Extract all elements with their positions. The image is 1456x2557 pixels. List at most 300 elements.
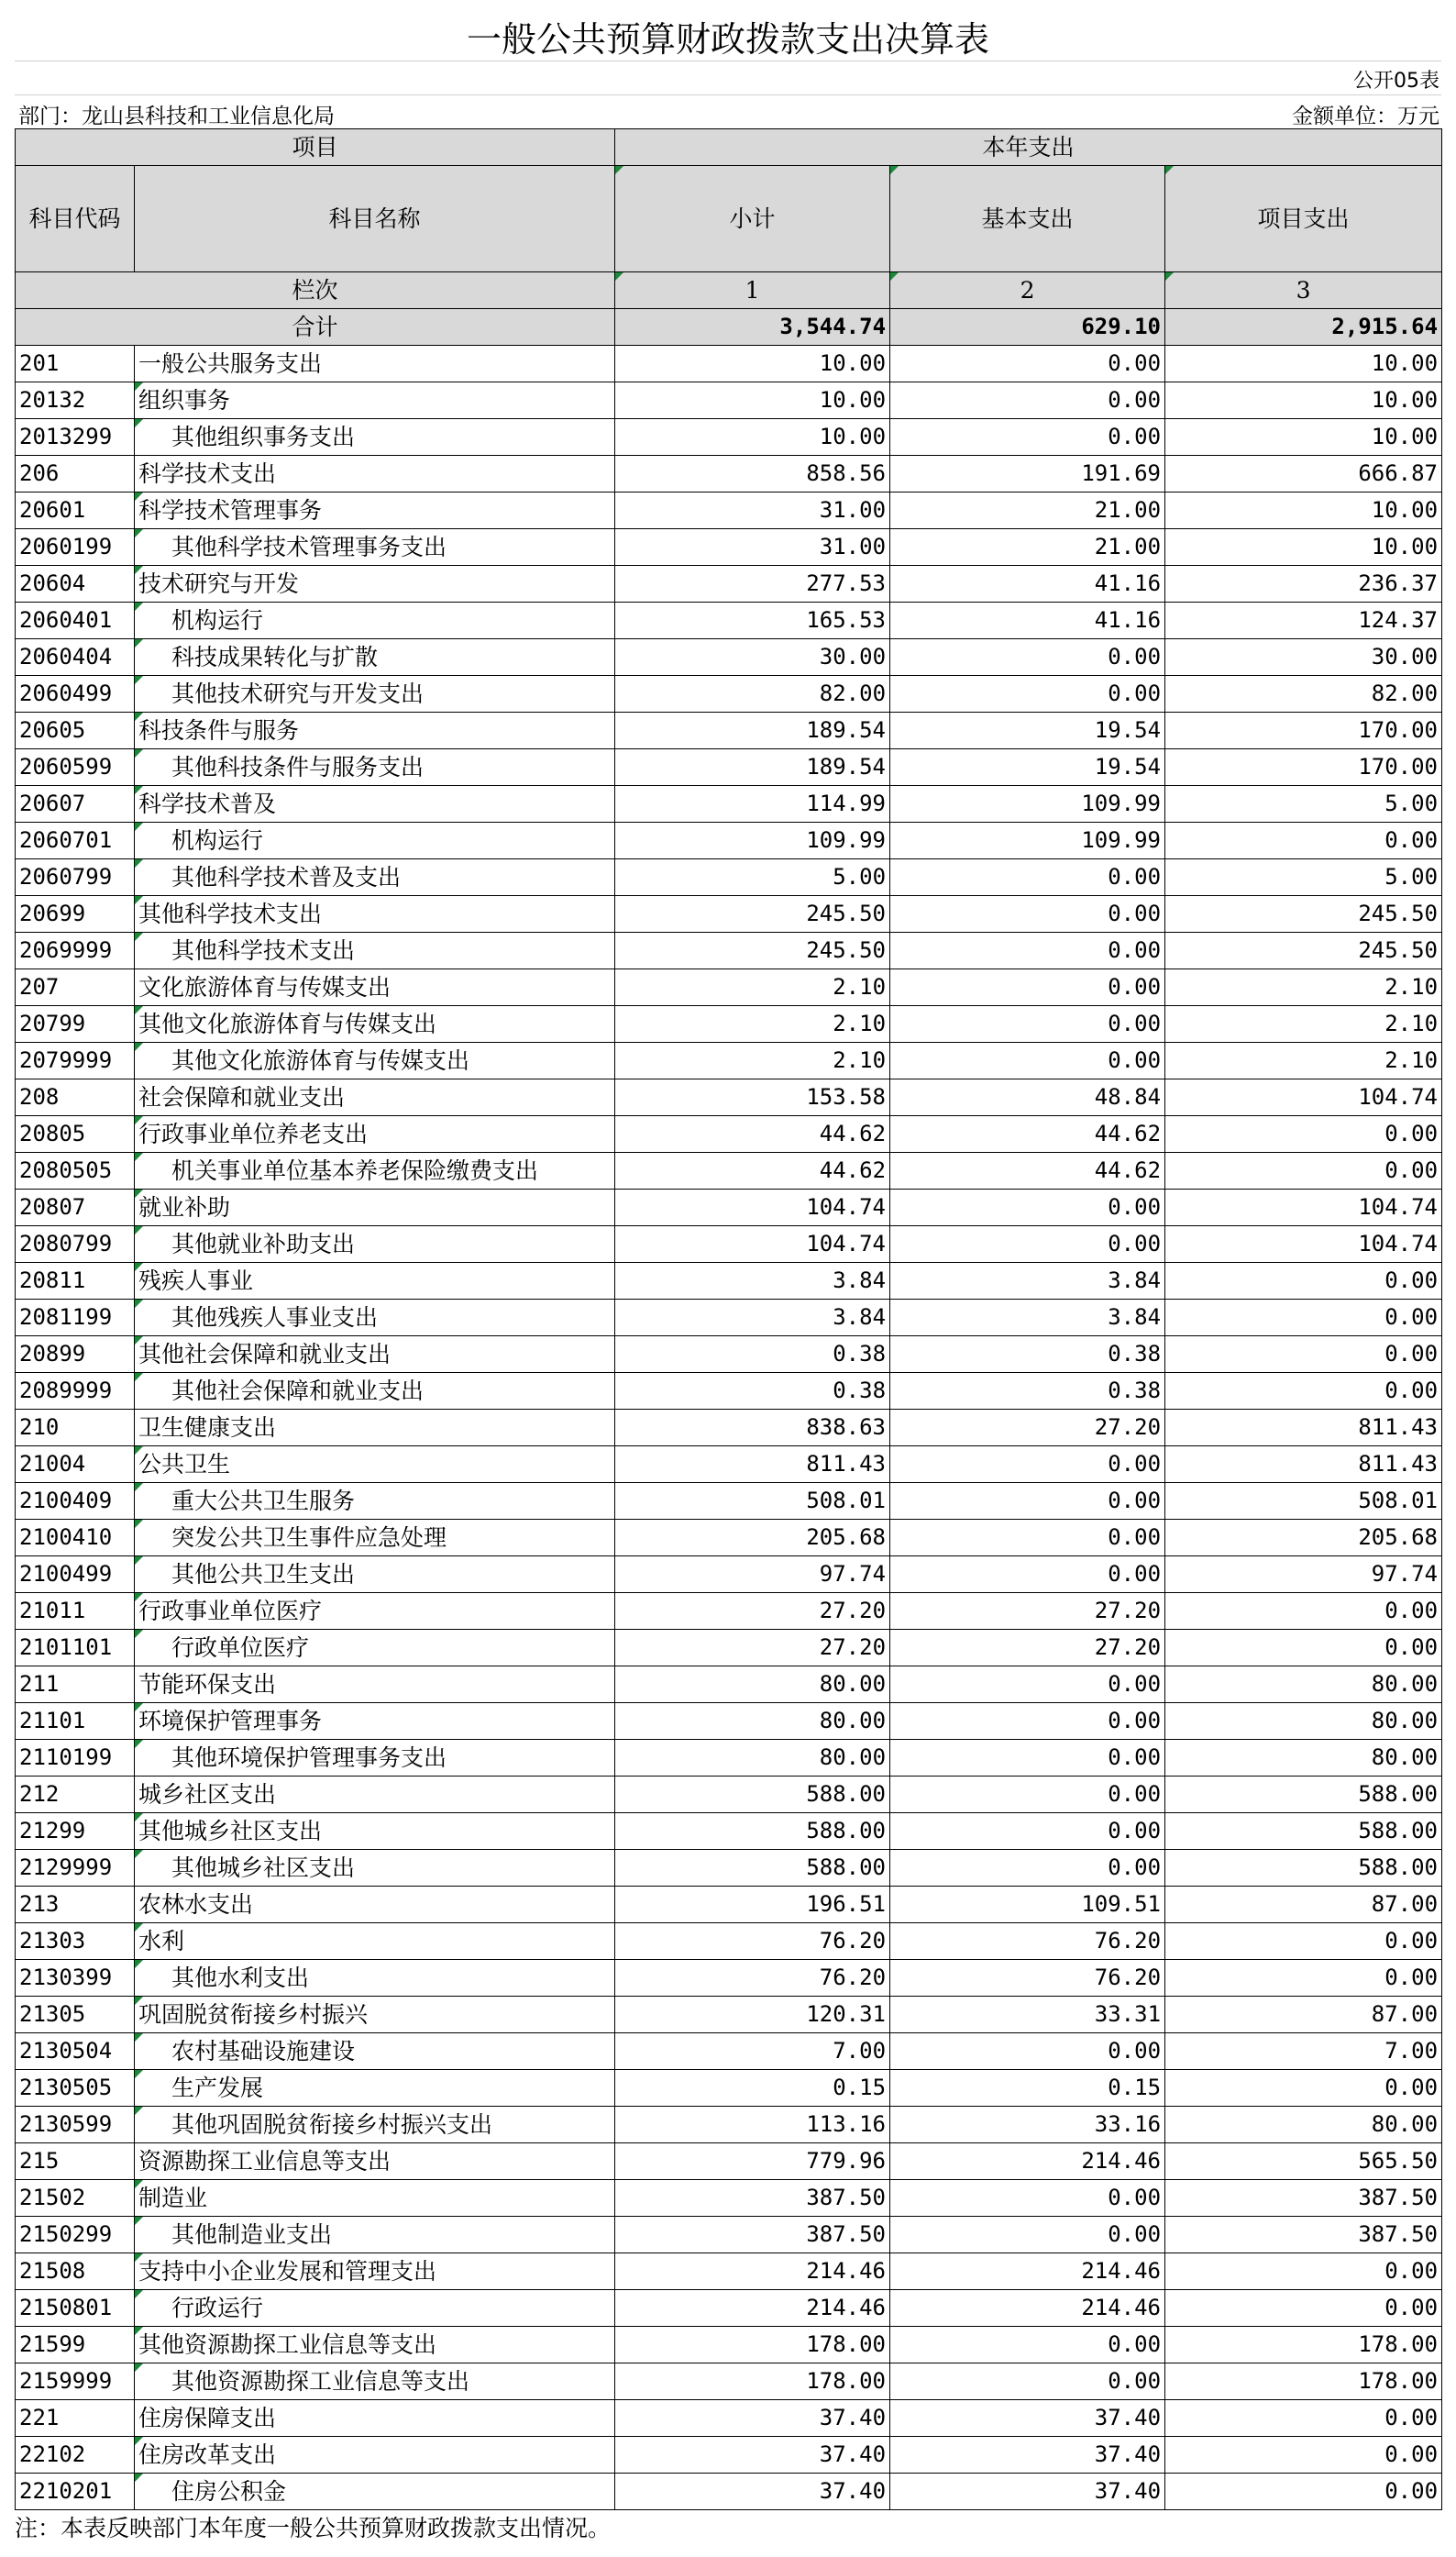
row-code: 2080505 bbox=[16, 1153, 135, 1190]
row-basic: 33.31 bbox=[890, 1997, 1165, 2033]
row-subtotal: 3.84 bbox=[615, 1263, 890, 1300]
row-project: 124.37 bbox=[1165, 603, 1442, 639]
row-subtotal: 5.00 bbox=[615, 859, 890, 896]
row-code: 2060799 bbox=[16, 859, 135, 896]
row-project: 245.50 bbox=[1165, 933, 1442, 969]
row-code: 207 bbox=[16, 969, 135, 1006]
row-code: 215 bbox=[16, 2143, 135, 2180]
col-index-1: 1 bbox=[615, 272, 890, 309]
table-row bbox=[16, 1887, 1442, 1923]
table-row bbox=[16, 419, 1442, 456]
row-code: 2130505 bbox=[16, 2070, 135, 2107]
table-row bbox=[16, 2107, 1442, 2143]
row-name: 住房保障支出 bbox=[135, 2400, 615, 2437]
row-name: 卫生健康支出 bbox=[135, 1410, 615, 1446]
row-code: 20604 bbox=[16, 566, 135, 603]
row-project: 236.37 bbox=[1165, 566, 1442, 603]
row-subtotal: 588.00 bbox=[615, 1850, 890, 1887]
table-row bbox=[16, 1043, 1442, 1079]
row-basic: 0.00 bbox=[890, 859, 1165, 896]
row-code: 2079999 bbox=[16, 1043, 135, 1079]
row-subtotal: 189.54 bbox=[615, 749, 890, 786]
row-name: 其他巩固脱贫衔接乡村振兴支出 bbox=[135, 2107, 615, 2143]
row-project: 0.00 bbox=[1165, 2070, 1442, 2107]
row-subtotal: 104.74 bbox=[615, 1190, 890, 1226]
table-row bbox=[16, 1850, 1442, 1887]
row-basic: 0.00 bbox=[890, 346, 1165, 382]
row-name: 其他资源勘探工业信息等支出 bbox=[135, 2363, 615, 2400]
row-subtotal: 387.50 bbox=[615, 2217, 890, 2253]
lanci-label: 栏次 bbox=[16, 272, 615, 309]
row-basic: 0.00 bbox=[890, 2180, 1165, 2217]
row-project: 387.50 bbox=[1165, 2217, 1442, 2253]
table-row bbox=[16, 346, 1442, 382]
table-row bbox=[16, 823, 1442, 859]
row-subtotal: 30.00 bbox=[615, 639, 890, 676]
row-name: 重大公共卫生服务 bbox=[135, 1483, 615, 1520]
row-project: 82.00 bbox=[1165, 676, 1442, 713]
row-project: 170.00 bbox=[1165, 713, 1442, 749]
row-code: 2150801 bbox=[16, 2290, 135, 2327]
row-code: 2130399 bbox=[16, 1960, 135, 1997]
row-subtotal: 27.20 bbox=[615, 1593, 890, 1630]
row-project: 80.00 bbox=[1165, 1703, 1442, 1740]
total-project: 2,915.64 bbox=[1165, 309, 1442, 346]
row-project: 10.00 bbox=[1165, 382, 1442, 419]
row-basic: 37.40 bbox=[890, 2437, 1165, 2474]
row-name: 残疾人事业 bbox=[135, 1263, 615, 1300]
row-name: 生产发展 bbox=[135, 2070, 615, 2107]
row-code: 20699 bbox=[16, 896, 135, 933]
row-name: 水利 bbox=[135, 1923, 615, 1960]
row-code: 2081199 bbox=[16, 1300, 135, 1336]
meta-row bbox=[15, 95, 1441, 128]
row-code: 2150299 bbox=[16, 2217, 135, 2253]
row-project: 5.00 bbox=[1165, 786, 1442, 823]
row-code: 2100499 bbox=[16, 1556, 135, 1593]
row-subtotal: 811.43 bbox=[615, 1446, 890, 1483]
row-project: 80.00 bbox=[1165, 1740, 1442, 1777]
row-project: 104.74 bbox=[1165, 1079, 1442, 1116]
row-subtotal: 245.50 bbox=[615, 896, 890, 933]
column-index-row bbox=[16, 272, 1442, 309]
col-index-2: 2 bbox=[890, 272, 1165, 309]
row-code: 20605 bbox=[16, 713, 135, 749]
header-project: 项目支出 bbox=[1165, 166, 1442, 272]
table-row bbox=[16, 1923, 1442, 1960]
row-name: 科学技术普及 bbox=[135, 786, 615, 823]
row-project: 245.50 bbox=[1165, 896, 1442, 933]
table-row bbox=[16, 456, 1442, 493]
row-basic: 0.00 bbox=[890, 1226, 1165, 1263]
col-index-3: 3 bbox=[1165, 272, 1442, 309]
row-name: 其他资源勘探工业信息等支出 bbox=[135, 2327, 615, 2363]
row-subtotal: 104.74 bbox=[615, 1226, 890, 1263]
header-this-year: 本年支出 bbox=[615, 129, 1442, 166]
row-project: 0.00 bbox=[1165, 1923, 1442, 1960]
row-basic: 0.00 bbox=[890, 382, 1165, 419]
table-row bbox=[16, 1960, 1442, 1997]
row-code: 210 bbox=[16, 1410, 135, 1446]
row-code: 211 bbox=[16, 1666, 135, 1703]
row-project: 170.00 bbox=[1165, 749, 1442, 786]
row-project: 565.50 bbox=[1165, 2143, 1442, 2180]
row-basic: 191.69 bbox=[890, 456, 1165, 493]
row-name: 其他城乡社区支出 bbox=[135, 1813, 615, 1850]
table-row bbox=[16, 1520, 1442, 1556]
row-name: 其他水利支出 bbox=[135, 1960, 615, 1997]
row-code: 20601 bbox=[16, 493, 135, 529]
row-basic: 0.00 bbox=[890, 1043, 1165, 1079]
row-name: 其他制造业支出 bbox=[135, 2217, 615, 2253]
table-row bbox=[16, 1226, 1442, 1263]
row-code: 21299 bbox=[16, 1813, 135, 1850]
table-row bbox=[16, 1593, 1442, 1630]
row-code: 2159999 bbox=[16, 2363, 135, 2400]
total-basic: 629.10 bbox=[890, 309, 1165, 346]
row-code: 20805 bbox=[16, 1116, 135, 1153]
row-project: 588.00 bbox=[1165, 1850, 1442, 1887]
row-subtotal: 178.00 bbox=[615, 2363, 890, 2400]
row-name: 其他文化旅游体育与传媒支出 bbox=[135, 1043, 615, 1079]
row-name: 其他技术研究与开发支出 bbox=[135, 676, 615, 713]
row-subtotal: 10.00 bbox=[615, 419, 890, 456]
row-code: 21502 bbox=[16, 2180, 135, 2217]
row-name: 科学技术支出 bbox=[135, 456, 615, 493]
row-subtotal: 858.56 bbox=[615, 456, 890, 493]
row-subtotal: 205.68 bbox=[615, 1520, 890, 1556]
table-row bbox=[16, 1483, 1442, 1520]
row-project: 0.00 bbox=[1165, 1116, 1442, 1153]
row-project: 80.00 bbox=[1165, 2107, 1442, 2143]
table-title: 一般公共预算财政拨款支出决算表 bbox=[466, 19, 989, 60]
row-basic: 76.20 bbox=[890, 1923, 1165, 1960]
row-subtotal: 165.53 bbox=[615, 603, 890, 639]
row-name: 其他公共卫生支出 bbox=[135, 1556, 615, 1593]
row-subtotal: 214.46 bbox=[615, 2290, 890, 2327]
row-code: 21011 bbox=[16, 1593, 135, 1630]
row-name: 环境保护管理事务 bbox=[135, 1703, 615, 1740]
row-name: 行政事业单位医疗 bbox=[135, 1593, 615, 1630]
row-name: 其他科学技术支出 bbox=[135, 933, 615, 969]
row-name: 其他科学技术管理事务支出 bbox=[135, 529, 615, 566]
row-name: 组织事务 bbox=[135, 382, 615, 419]
row-name: 巩固脱贫衔接乡村振兴 bbox=[135, 1997, 615, 2033]
row-project: 666.87 bbox=[1165, 456, 1442, 493]
table-row bbox=[16, 2290, 1442, 2327]
table-row bbox=[16, 1666, 1442, 1703]
row-name: 节能环保支出 bbox=[135, 1666, 615, 1703]
form-number-row bbox=[15, 61, 1441, 95]
row-basic: 0.38 bbox=[890, 1373, 1165, 1410]
row-code: 2060599 bbox=[16, 749, 135, 786]
row-subtotal: 588.00 bbox=[615, 1777, 890, 1813]
row-subtotal: 120.31 bbox=[615, 1997, 890, 2033]
row-name: 住房公积金 bbox=[135, 2474, 615, 2510]
table-row bbox=[16, 1556, 1442, 1593]
row-project: 0.00 bbox=[1165, 2437, 1442, 2474]
header-row-1 bbox=[16, 129, 1442, 166]
row-subtotal: 37.40 bbox=[615, 2437, 890, 2474]
row-subtotal: 0.38 bbox=[615, 1373, 890, 1410]
header-basic: 基本支出 bbox=[890, 166, 1165, 272]
row-code: 20807 bbox=[16, 1190, 135, 1226]
row-code: 2013299 bbox=[16, 419, 135, 456]
row-code: 2210201 bbox=[16, 2474, 135, 2510]
row-subtotal: 10.00 bbox=[615, 346, 890, 382]
table-row bbox=[16, 1006, 1442, 1043]
row-project: 0.00 bbox=[1165, 1593, 1442, 1630]
row-project: 387.50 bbox=[1165, 2180, 1442, 2217]
table-row bbox=[16, 493, 1442, 529]
row-basic: 109.99 bbox=[890, 786, 1165, 823]
row-project: 0.00 bbox=[1165, 1630, 1442, 1666]
row-basic: 44.62 bbox=[890, 1116, 1165, 1153]
row-basic: 41.16 bbox=[890, 603, 1165, 639]
spreadsheet-sheet bbox=[15, 0, 1441, 2547]
row-subtotal: 37.40 bbox=[615, 2400, 890, 2437]
row-name: 城乡社区支出 bbox=[135, 1777, 615, 1813]
row-basic: 214.46 bbox=[890, 2290, 1165, 2327]
row-code: 21508 bbox=[16, 2253, 135, 2290]
table-row bbox=[16, 1740, 1442, 1777]
row-subtotal: 7.00 bbox=[615, 2033, 890, 2070]
row-project: 97.74 bbox=[1165, 1556, 1442, 1593]
row-subtotal: 588.00 bbox=[615, 1813, 890, 1850]
table-row bbox=[16, 1116, 1442, 1153]
row-project: 87.00 bbox=[1165, 1997, 1442, 2033]
row-basic: 44.62 bbox=[890, 1153, 1165, 1190]
row-basic: 37.40 bbox=[890, 2400, 1165, 2437]
row-basic: 0.00 bbox=[890, 2217, 1165, 2253]
row-name: 支持中小企业发展和管理支出 bbox=[135, 2253, 615, 2290]
total-label: 合计 bbox=[16, 309, 615, 346]
table-row bbox=[16, 1373, 1442, 1410]
row-project: 0.00 bbox=[1165, 1960, 1442, 1997]
row-subtotal: 44.62 bbox=[615, 1153, 890, 1190]
row-name: 科学技术管理事务 bbox=[135, 493, 615, 529]
row-name: 其他残疾人事业支出 bbox=[135, 1300, 615, 1336]
table-row bbox=[16, 969, 1442, 1006]
row-name: 其他科学技术支出 bbox=[135, 896, 615, 933]
row-basic: 109.51 bbox=[890, 1887, 1165, 1923]
row-project: 0.00 bbox=[1165, 1373, 1442, 1410]
table-row bbox=[16, 382, 1442, 419]
header-subtotal: 小计 bbox=[615, 166, 890, 272]
row-name: 突发公共卫生事件应急处理 bbox=[135, 1520, 615, 1556]
row-code: 2060401 bbox=[16, 603, 135, 639]
row-subtotal: 779.96 bbox=[615, 2143, 890, 2180]
row-name: 其他科技条件与服务支出 bbox=[135, 749, 615, 786]
row-basic: 19.54 bbox=[890, 749, 1165, 786]
row-basic: 0.00 bbox=[890, 1777, 1165, 1813]
row-subtotal: 387.50 bbox=[615, 2180, 890, 2217]
table-row bbox=[16, 2474, 1442, 2510]
row-subtotal: 114.99 bbox=[615, 786, 890, 823]
unit-label: 金额单位：万元 bbox=[1292, 105, 1439, 128]
table-row bbox=[16, 2363, 1442, 2400]
row-code: 2110199 bbox=[16, 1740, 135, 1777]
row-basic: 0.15 bbox=[890, 2070, 1165, 2107]
row-code: 2130504 bbox=[16, 2033, 135, 2070]
row-project: 0.00 bbox=[1165, 2253, 1442, 2290]
row-code: 206 bbox=[16, 456, 135, 493]
header-item: 项目 bbox=[16, 129, 615, 166]
row-project: 178.00 bbox=[1165, 2327, 1442, 2363]
header-row-2 bbox=[16, 166, 1442, 272]
row-project: 0.00 bbox=[1165, 1336, 1442, 1373]
row-basic: 37.40 bbox=[890, 2474, 1165, 2510]
row-name: 机构运行 bbox=[135, 823, 615, 859]
row-code: 21004 bbox=[16, 1446, 135, 1483]
row-code: 21101 bbox=[16, 1703, 135, 1740]
row-code: 20799 bbox=[16, 1006, 135, 1043]
row-code: 2060199 bbox=[16, 529, 135, 566]
table-row bbox=[16, 603, 1442, 639]
row-name: 农林水支出 bbox=[135, 1887, 615, 1923]
table-row bbox=[16, 1153, 1442, 1190]
row-name: 行政运行 bbox=[135, 2290, 615, 2327]
row-subtotal: 2.10 bbox=[615, 969, 890, 1006]
row-name: 公共卫生 bbox=[135, 1446, 615, 1483]
table-row bbox=[16, 676, 1442, 713]
row-subtotal: 37.40 bbox=[615, 2474, 890, 2510]
row-project: 508.01 bbox=[1165, 1483, 1442, 1520]
row-code: 22102 bbox=[16, 2437, 135, 2474]
row-project: 10.00 bbox=[1165, 346, 1442, 382]
row-code: 208 bbox=[16, 1079, 135, 1116]
row-project: 104.74 bbox=[1165, 1226, 1442, 1263]
row-basic: 0.00 bbox=[890, 1006, 1165, 1043]
row-project: 0.00 bbox=[1165, 1300, 1442, 1336]
row-name: 文化旅游体育与传媒支出 bbox=[135, 969, 615, 1006]
row-subtotal: 31.00 bbox=[615, 529, 890, 566]
row-name: 科技成果转化与扩散 bbox=[135, 639, 615, 676]
row-subtotal: 82.00 bbox=[615, 676, 890, 713]
table-row bbox=[16, 566, 1442, 603]
row-subtotal: 0.15 bbox=[615, 2070, 890, 2107]
row-basic: 214.46 bbox=[890, 2253, 1165, 2290]
table-row bbox=[16, 2437, 1442, 2474]
table-row bbox=[16, 859, 1442, 896]
row-basic: 0.00 bbox=[890, 1556, 1165, 1593]
row-basic: 0.00 bbox=[890, 2033, 1165, 2070]
row-project: 588.00 bbox=[1165, 1813, 1442, 1850]
row-name: 其他就业补助支出 bbox=[135, 1226, 615, 1263]
row-code: 2069999 bbox=[16, 933, 135, 969]
row-project: 811.43 bbox=[1165, 1410, 1442, 1446]
row-basic: 0.00 bbox=[890, 933, 1165, 969]
row-project: 2.10 bbox=[1165, 1006, 1442, 1043]
table-row bbox=[16, 786, 1442, 823]
row-project: 87.00 bbox=[1165, 1887, 1442, 1923]
row-project: 0.00 bbox=[1165, 2400, 1442, 2437]
row-basic: 0.00 bbox=[890, 969, 1165, 1006]
row-basic: 0.00 bbox=[890, 1666, 1165, 1703]
table-row bbox=[16, 1263, 1442, 1300]
table-row bbox=[16, 2180, 1442, 2217]
row-subtotal: 245.50 bbox=[615, 933, 890, 969]
row-subtotal: 80.00 bbox=[615, 1740, 890, 1777]
row-code: 20811 bbox=[16, 1263, 135, 1300]
row-project: 588.00 bbox=[1165, 1777, 1442, 1813]
row-basic: 109.99 bbox=[890, 823, 1165, 859]
table-row bbox=[16, 2217, 1442, 2253]
table-row bbox=[16, 1410, 1442, 1446]
table-row bbox=[16, 1190, 1442, 1226]
row-project: 0.00 bbox=[1165, 2290, 1442, 2327]
table-row bbox=[16, 713, 1442, 749]
row-project: 2.10 bbox=[1165, 1043, 1442, 1079]
row-code: 21305 bbox=[16, 1997, 135, 2033]
row-code: 212 bbox=[16, 1777, 135, 1813]
total-row bbox=[16, 309, 1442, 346]
row-subtotal: 214.46 bbox=[615, 2253, 890, 2290]
row-subtotal: 178.00 bbox=[615, 2327, 890, 2363]
table-row bbox=[16, 2327, 1442, 2363]
row-project: 7.00 bbox=[1165, 2033, 1442, 2070]
row-basic: 21.00 bbox=[890, 529, 1165, 566]
row-code: 21303 bbox=[16, 1923, 135, 1960]
row-subtotal: 76.20 bbox=[615, 1960, 890, 1997]
row-subtotal: 2.10 bbox=[615, 1043, 890, 1079]
row-basic: 3.84 bbox=[890, 1300, 1165, 1336]
row-subtotal: 838.63 bbox=[615, 1410, 890, 1446]
header-code: 科目代码 bbox=[16, 166, 135, 272]
table-row bbox=[16, 1300, 1442, 1336]
row-name: 科技条件与服务 bbox=[135, 713, 615, 749]
row-name: 其他社会保障和就业支出 bbox=[135, 1336, 615, 1373]
row-name: 其他城乡社区支出 bbox=[135, 1850, 615, 1887]
row-subtotal: 44.62 bbox=[615, 1116, 890, 1153]
row-basic: 214.46 bbox=[890, 2143, 1165, 2180]
row-code: 21599 bbox=[16, 2327, 135, 2363]
row-subtotal: 153.58 bbox=[615, 1079, 890, 1116]
row-basic: 33.16 bbox=[890, 2107, 1165, 2143]
table-row bbox=[16, 529, 1442, 566]
row-project: 0.00 bbox=[1165, 1263, 1442, 1300]
row-code: 2129999 bbox=[16, 1850, 135, 1887]
row-basic: 0.00 bbox=[890, 1740, 1165, 1777]
row-basic: 19.54 bbox=[890, 713, 1165, 749]
table-row bbox=[16, 1336, 1442, 1373]
row-basic: 0.00 bbox=[890, 1483, 1165, 1520]
table-row bbox=[16, 1079, 1442, 1116]
row-subtotal: 113.16 bbox=[615, 2107, 890, 2143]
table-row bbox=[16, 933, 1442, 969]
row-basic: 21.00 bbox=[890, 493, 1165, 529]
row-project: 205.68 bbox=[1165, 1520, 1442, 1556]
table-row bbox=[16, 2033, 1442, 2070]
row-name: 行政单位医疗 bbox=[135, 1630, 615, 1666]
footnote: 注：本表反映部门本年度一般公共预算财政拨款支出情况。 bbox=[15, 2515, 612, 2541]
row-code: 201 bbox=[16, 346, 135, 382]
row-subtotal: 109.99 bbox=[615, 823, 890, 859]
row-basic: 0.00 bbox=[890, 1813, 1165, 1850]
row-basic: 76.20 bbox=[890, 1960, 1165, 1997]
row-basic: 48.84 bbox=[890, 1079, 1165, 1116]
table-row bbox=[16, 2070, 1442, 2107]
row-subtotal: 2.10 bbox=[615, 1006, 890, 1043]
row-name: 农村基础设施建设 bbox=[135, 2033, 615, 2070]
row-code: 2060404 bbox=[16, 639, 135, 676]
row-name: 技术研究与开发 bbox=[135, 566, 615, 603]
row-name: 行政事业单位养老支出 bbox=[135, 1116, 615, 1153]
row-name: 机构运行 bbox=[135, 603, 615, 639]
row-basic: 0.00 bbox=[890, 1520, 1165, 1556]
table-row bbox=[16, 749, 1442, 786]
table-row bbox=[16, 1630, 1442, 1666]
